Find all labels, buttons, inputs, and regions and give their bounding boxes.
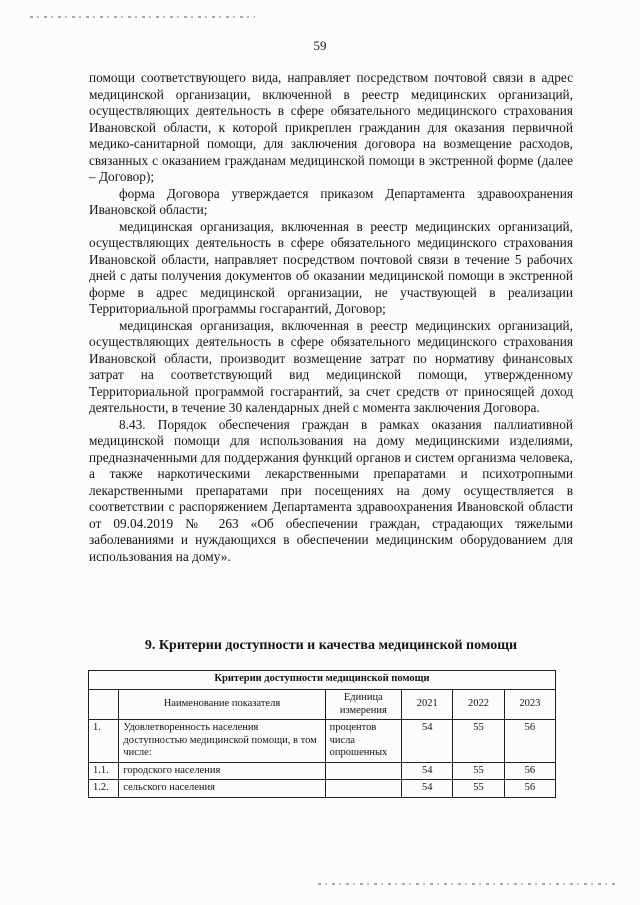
row-num: 1.1. <box>89 762 119 780</box>
row-num: 1. <box>89 720 119 763</box>
paragraph-organization-sends: медицинская организация, включенная в реестр медицинских организаций, осуществляющих деятельность в сфере обязательного медицинского страхования Ивановской области, направляет посредством почтовой связи в течение 5 рабочих дней с даты получения документов об оказании медицинской помощи в экстренной форме в адрес медицинской организации, не участвующей в реализации Территориальной программы госгарантий, Договор; <box>89 218 573 316</box>
row-unit <box>325 780 401 798</box>
table-row <box>89 762 556 780</box>
row-value-2022: 55 <box>453 720 504 763</box>
page-number: 59 <box>313 38 327 53</box>
paragraph-reimbursement: медицинская организация, включенная в реестр медицинских организаций, осуществляющих деятельность в сфере обязательного медицинского страхования Ивановской области, производит возмещение затрат по нормативу финансовых затрат на соответствующий вид медицинской помощи, утвержденному Территориальной программой госгарантий, за счет средств от приносящей доход деятельности, в течение 30 календарных дней с момента заключения Договора. <box>89 317 573 415</box>
header-num <box>89 690 119 720</box>
row-value-2023: 56 <box>504 780 555 798</box>
header-2023: 2023 <box>504 690 555 720</box>
row-num: 1.2. <box>89 780 119 798</box>
row-value-2023: 56 <box>504 762 555 780</box>
row-value-2022: 55 <box>453 762 504 780</box>
scan-artifact-top <box>30 16 255 18</box>
section-heading: 9. Критерии доступности и качества медицинской помощи <box>144 638 518 653</box>
row-value-2021: 54 <box>402 780 453 798</box>
header-2021: 2021 <box>402 690 453 720</box>
row-name: сельского населения <box>119 780 325 798</box>
table-row <box>89 720 556 763</box>
header-2022: 2022 <box>453 690 504 720</box>
row-unit: процентов числа опрошенных <box>325 720 401 763</box>
row-value-2022: 55 <box>453 780 504 798</box>
table-caption: Критерии доступности медицинской помощи <box>89 671 556 690</box>
table-row <box>89 780 556 798</box>
row-name: городского населения <box>119 762 325 780</box>
table-header-row <box>89 690 556 720</box>
body-text <box>89 70 573 565</box>
scan-artifact-bottom <box>318 883 618 885</box>
header-unit: Единица измерения <box>325 690 401 720</box>
row-name: Удовлетворенность населения доступностью медицинской помощи, в том числе: <box>119 720 325 763</box>
paragraph-contract-form: форма Договора утверждается приказом Департамента здравоохранения Ивановской области; <box>89 185 573 217</box>
row-value-2023: 56 <box>504 720 555 763</box>
paragraph-8-43: 8.43. Порядок обеспечения граждан в рамках оказания паллиативной медицинской помощи для использования на дому медицинскими изделиями, предназначенными для поддержания функций органов и систем организма человека, а также наркотическими лекарственными препаратами и психотропными лекарственными препаратами при посещениях на дому осуществляется в соответствии с распоряжением Департамента здравоохранения Ивановской области от 09.04.2019 № 263 «Об обеспечении граждан, страдающих тяжелыми заболеваниями и нуждающихся в обеспечении медицинским оборудованием для использования на дому». <box>89 416 573 564</box>
criteria-table <box>88 670 556 798</box>
table-caption-row <box>89 671 556 690</box>
paragraph-continuation: помощи соответствующего вида, направляет посредством почтовой связи в адрес медицинской организации, включенной в реестр медицинских организаций, осуществляющих деятельность в сфере обязательного медицинского страхования Ивановской области, к которой прикреплен гражданин для оказания первичной медико-санитарной помощи, для заключения договора на возмещение расходов, связанных с оказанием гражданам медицинской помощи в экстренной форме (далее – Договор); <box>89 70 573 184</box>
row-unit <box>325 762 401 780</box>
header-indicator: Наименование показателя <box>119 690 325 720</box>
row-value-2021: 54 <box>402 720 453 763</box>
row-value-2021: 54 <box>402 762 453 780</box>
